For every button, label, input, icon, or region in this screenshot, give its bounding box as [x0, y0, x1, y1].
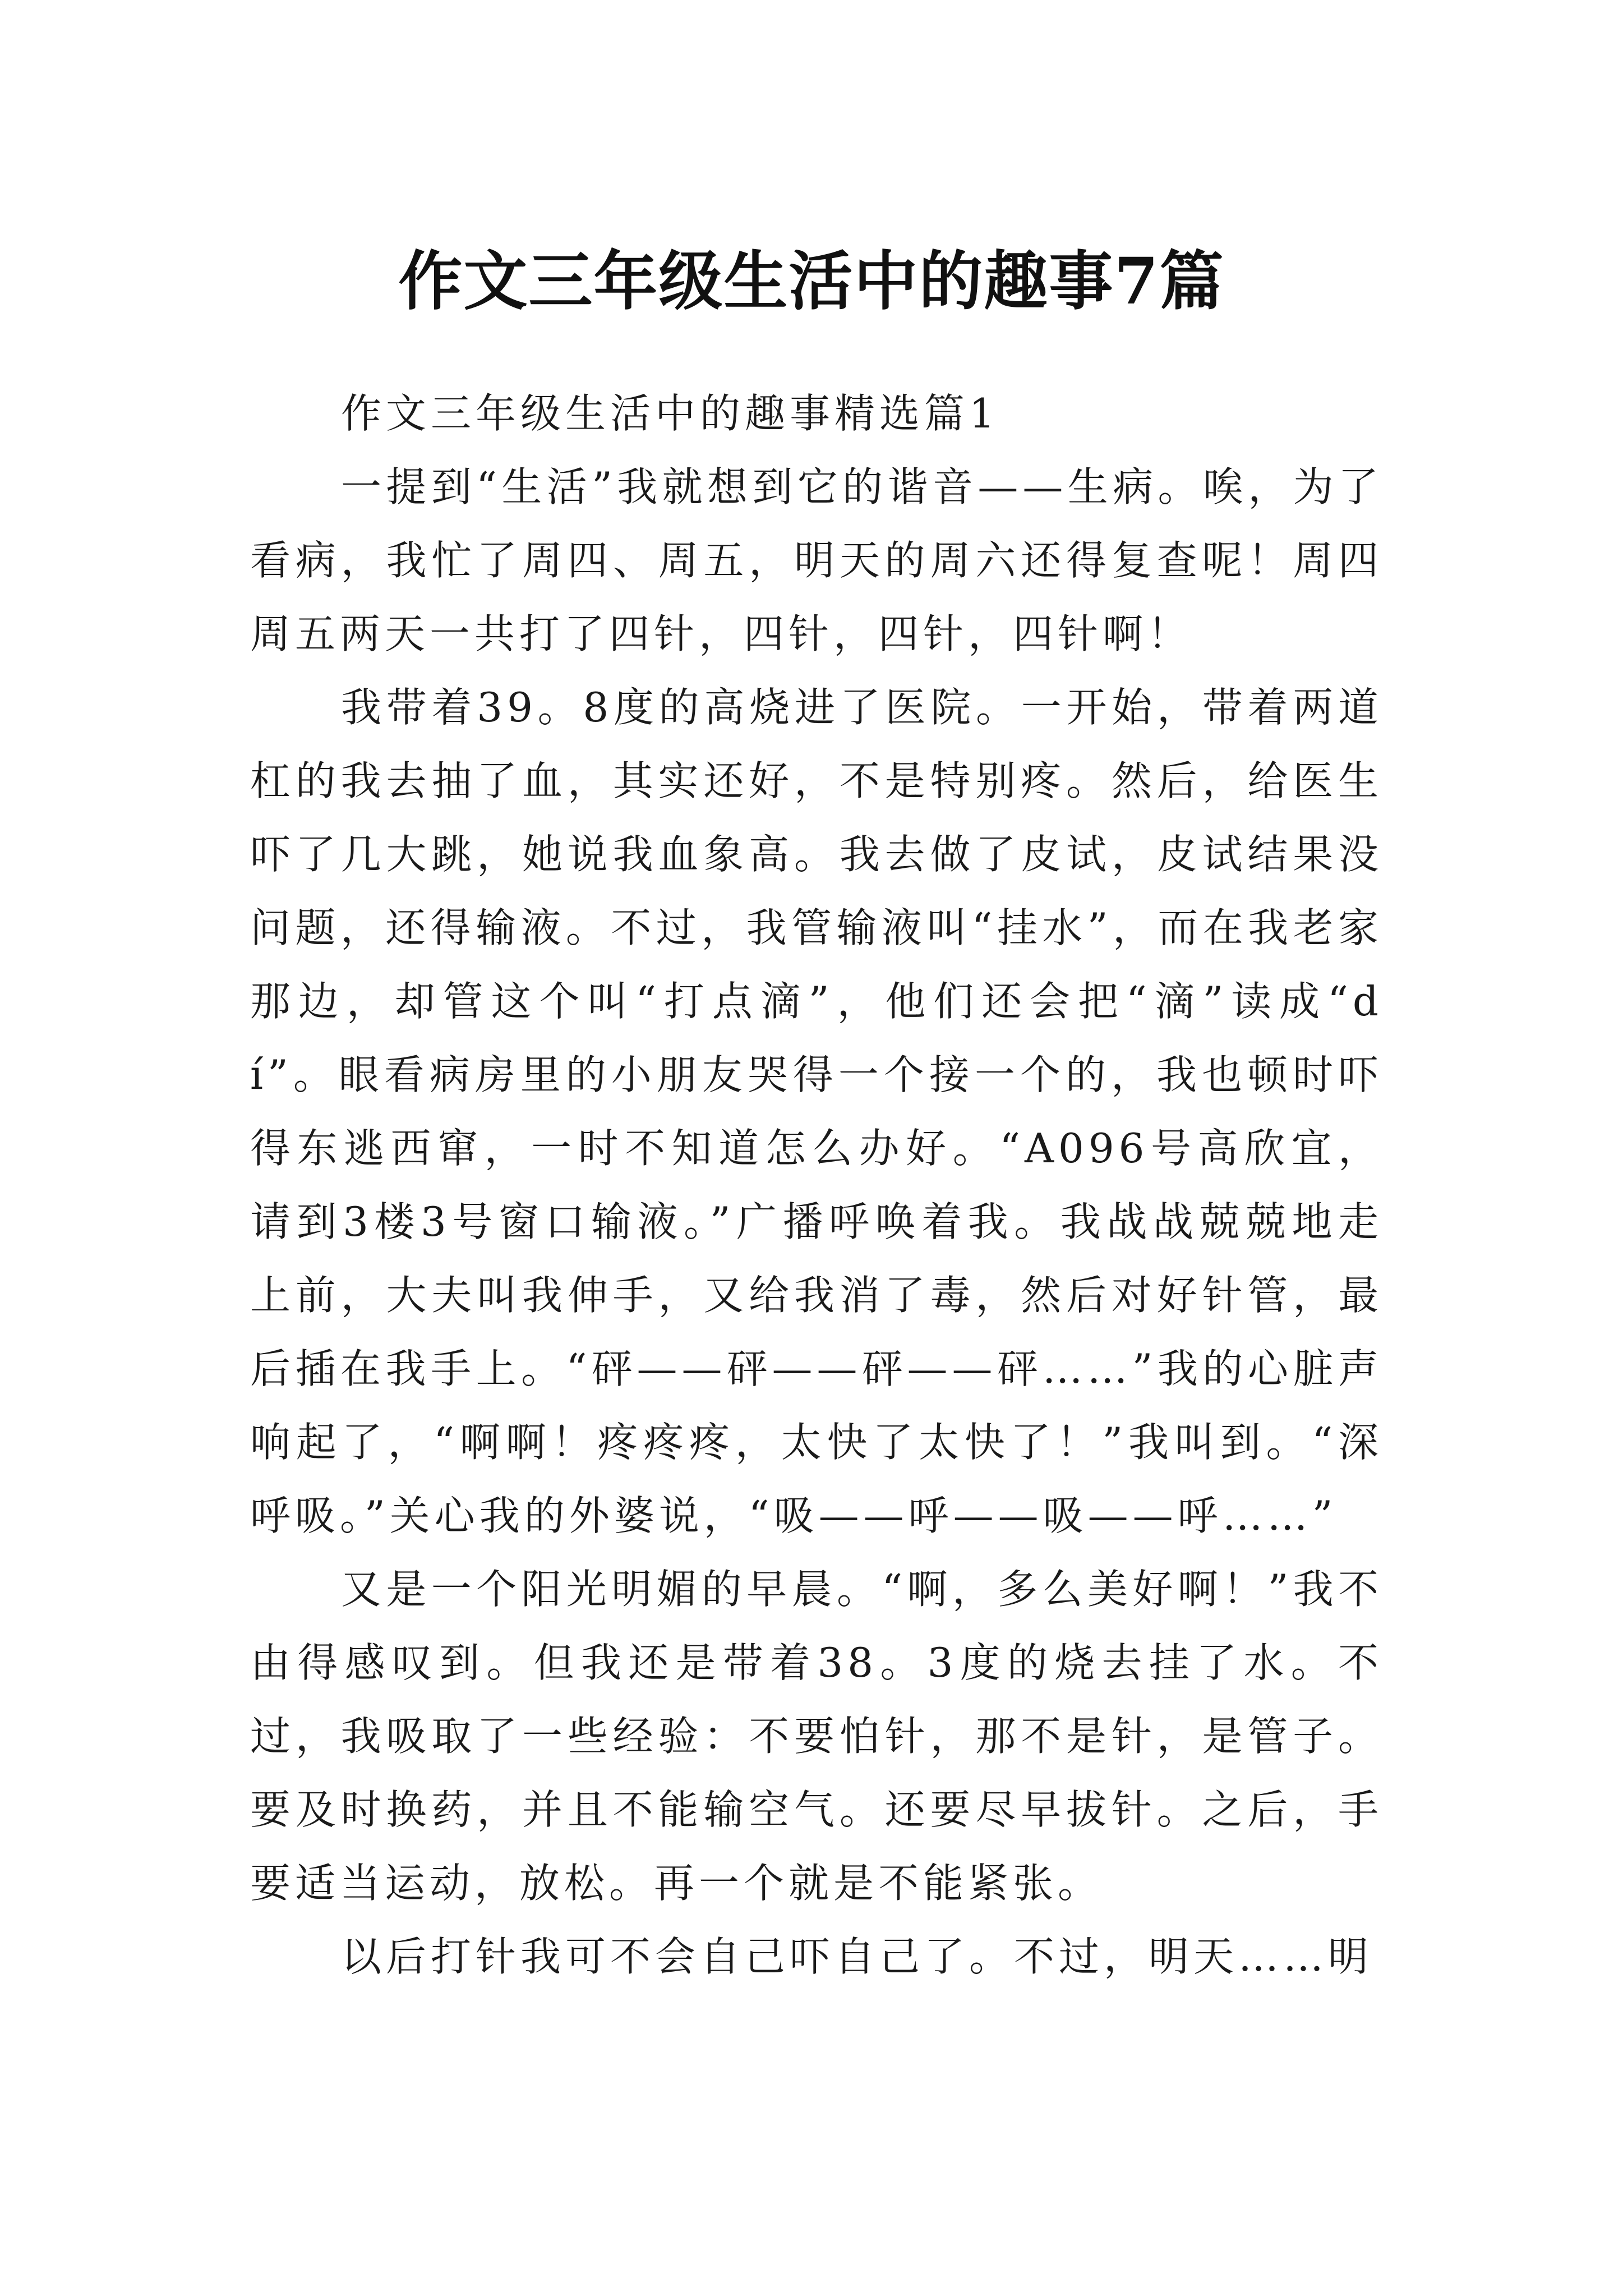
paragraph: 又是一个阳光明媚的早晨。“啊，多么美好啊！”我不由得感叹到。但我还是带着38。3度的烧去挂了水。不过，我吸取了一些经验：不要怕针，那不是针，是管子。要及时换药，并且不能输空气。还要尽早拔针。之后，手要适当运动，放松。再一个就是不能紧张。 [250, 1566, 1383, 1907]
paragraph: 一提到“生活”我就想到它的谐音——生病。唉，为了看病，我忙了周四、周五，明天的周六还得复查呢！周四周五两天一共打了四针，四针，四针，四针啊！ [250, 463, 1383, 657]
paragraph: 以后打针我可不会自己吓自己了。不过，明天……明 [341, 1933, 1373, 1980]
paragraph: 我带着39。8度的高烧进了医院。一开始，带着两道杠的我去抽了血，其实还好，不是特别疼。然后，给医生吓了几大跳，她说我血象高。我去做了皮试，皮试结果没问题，还得输液。不过，我管输液叫“挂水”，而在我老家那边，却管这个叫“打点滴”，他们还会把“滴”读成“dí”。眼看病房里的小朋友哭得一个接一个的，我也顿时吓得东逃西窜，一时不知道怎么办好。“A096号高欣宜，请到3楼3号窗口输液。”广播呼唤着我。我战战兢兢地走上前，大夫叫我伸手，又给我消了毒，然后对好针管，最后插在我手上。“砰——砰——砰——砰……”我的心脏声响起了，“啊啊！疼疼疼，太快了太快了！”我叫到。“深呼吸。”关心我的外婆说，“吸——呼——吸——呼……” [250, 684, 1383, 1539]
document-body [250, 377, 1383, 1994]
document-title: 作文三年级生活中的趣事7篇 [398, 243, 1225, 319]
section-heading: 作文三年级生活中的趣事精选篇1 [341, 390, 999, 437]
